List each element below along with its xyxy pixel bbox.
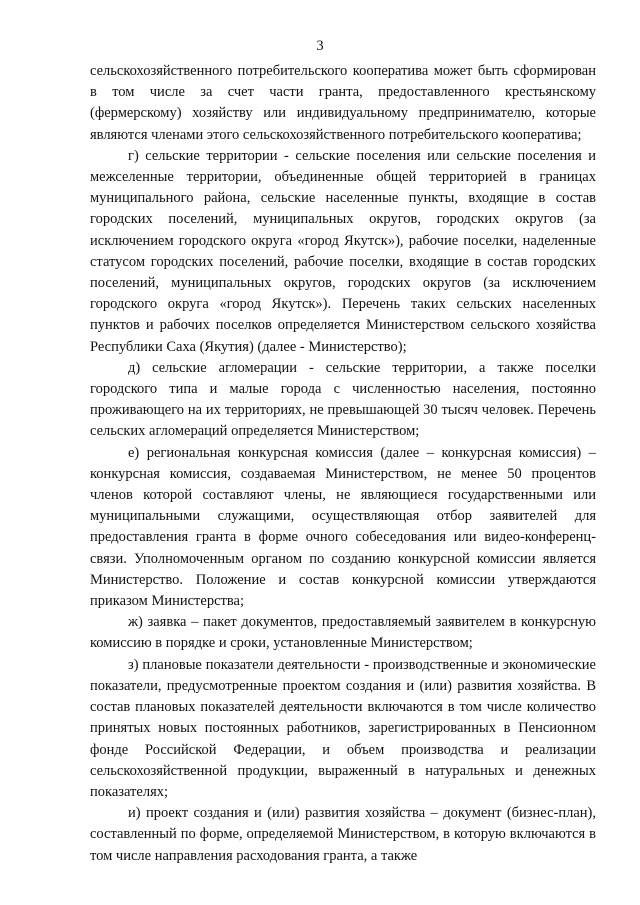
paragraph-item-i: и) проект создания и (или) развития хозяйства – документ (бизнес-план), составленный по форме, определяемой Министерством, в которую включаются в том числе направления расходования гранта, а также: [90, 805, 596, 864]
document-body: [90, 61, 596, 867]
paragraph-item-d: д) сельские агломерации - сельские территории, а также поселки городского типа и малые города с численностью населения, постоянно проживающего на их территориях, не превышающей 30 тысяч человек. Перечень сельских агломераций определяется Министерством;: [90, 359, 596, 440]
paragraph-item-zh: ж) заявка – пакет документов, предоставляемый заявителем в конкурсную комиссию в порядке и сроки, установленные Министерством;: [90, 614, 596, 652]
paragraph-item-z: з) плановые показатели деятельности - производственные и экономические показатели, предусмотренные проектом создания и (или) развития хозяйства. В состав плановых показателей деятельности включаются в том числе количество принятых новых постоянных работников, зарегистрированных в Пенсионном фонде Российской Федерации, и объем производства и реализации сельскохозяйственной продукции, выраженный в натуральных и денежных показателях;: [90, 656, 596, 800]
paragraph-item-e: е) региональная конкурсная комиссия (далее – конкурсная комиссия) – конкурсная комиссия, создаваемая Министерством, не менее 50 процентов членов которой составляют члены, не являющиеся государственными или муниципальными служащими, осуществляющая отбор заявителей для предоставления гранта в форме очного собеседования или видео-конференц-связи. Уполномоченным органом по созданию конкурсной комиссии является Министерство. Положение и состав конкурсной комиссии утверждаются приказом Министерства;: [90, 444, 596, 610]
paragraph-continuation: сельскохозяйственного потребительского кооператива может быть сформирован в том числе за счет части гранта, предоставленного крестьянскому (фермерскому) хозяйству или индивидуальному предпринимателю, которые являются членами этого сельскохозяйственного потребительского кооператива;: [90, 63, 596, 143]
paragraph-item-g: г) сельские территории - сельские поселения или сельские поселения и межселенные территории, объединенные общей территорией в границах муниципального района, сельские населенные пункты, входящие в состав городских поселений, муниципальных округов, городских округов (за исключением городского округа «город Якутск»), рабочие поселки, наделенные статусом городских поселений, рабочие поселки, входящие в состав городских поселений, муниципальных округов, городских округов (за исключением городского округа «город Якутск»). Перечень таких сельских населенных пунктов и рабочих поселков определяется Министерством сельского хозяйства Республики Саха (Якутия) (далее - Министерство);: [90, 147, 596, 355]
page-number: 3: [316, 38, 324, 54]
